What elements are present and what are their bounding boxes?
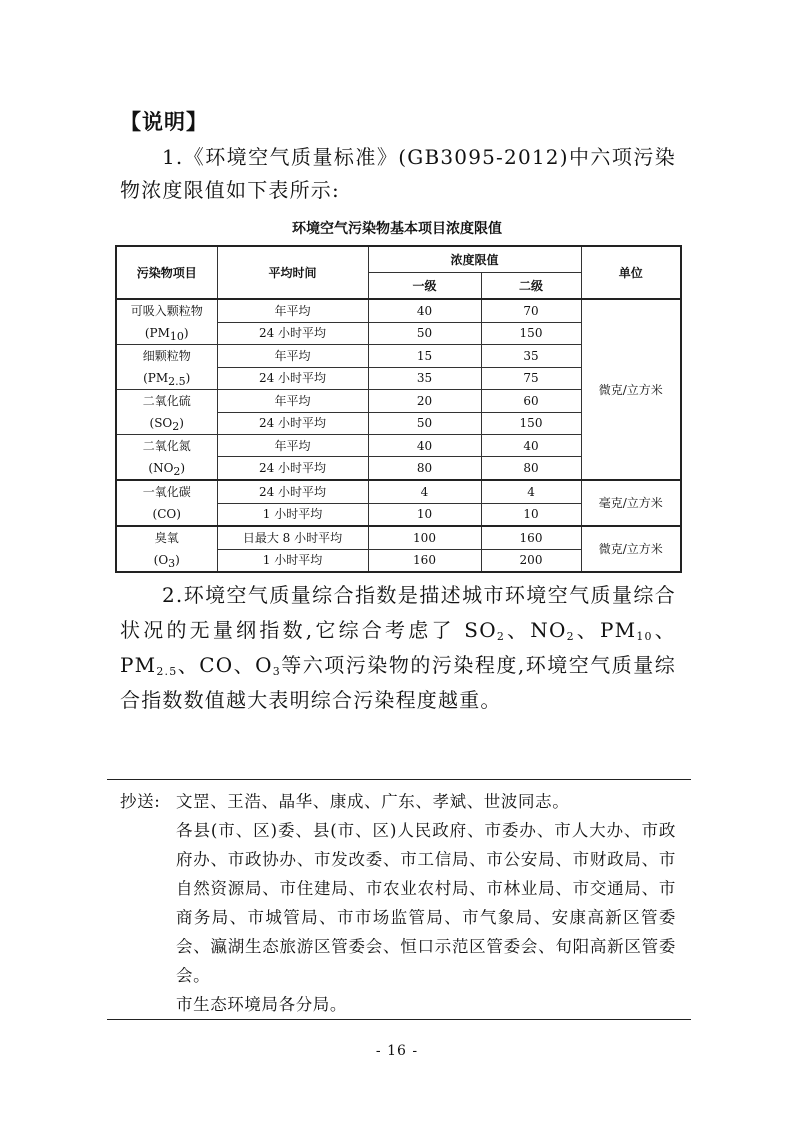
divider-top (107, 779, 691, 780)
table-row (116, 526, 681, 549)
pollutant-formula: $(PM_{2.5})$ (143, 371, 191, 388)
pollutant-name: 二氧化硫 (142, 394, 191, 408)
avg-time-cell: 1 小时平均 (217, 549, 368, 572)
avg-time-cell: 年平均 (217, 299, 368, 322)
avg-time-cell: 年平均 (217, 345, 368, 368)
level-2-cell: 150 (481, 412, 581, 435)
level-1-cell: 20 (368, 390, 481, 413)
avg-time-cell: 24 小时平均 (217, 322, 368, 345)
header-unit: 单位 (581, 246, 681, 299)
level-2-cell: 70 (481, 299, 581, 322)
pollutant-name: 二氧化氮 (142, 439, 191, 453)
header-avg-time: 平均时间 (217, 246, 368, 299)
pollutant-name: 可吸入颗粒物 (130, 304, 203, 318)
level-2-cell: 4 (481, 480, 581, 503)
level-1-cell: 35 (368, 367, 481, 390)
pollutant-cell (116, 480, 217, 526)
avg-time-cell: 年平均 (217, 435, 368, 457)
level-2-cell: 10 (481, 503, 581, 526)
level-1-cell: 15 (368, 345, 481, 368)
level-2-cell: 80 (481, 457, 581, 480)
level-1-cell: 50 (368, 412, 481, 435)
unit-cell: 微克/立方米 (581, 299, 681, 480)
level-2-cell: 75 (481, 367, 581, 390)
pollutant-cell (116, 299, 217, 345)
pollutant-formula: $(NO_2)$ (148, 461, 186, 478)
pollutant-cell (116, 345, 217, 390)
cc-label: 抄送: (120, 792, 161, 811)
avg-time-cell: 24 小时平均 (217, 412, 368, 435)
level-1-cell: 10 (368, 503, 481, 526)
level-2-cell: 35 (481, 345, 581, 368)
concentration-limits-table (115, 245, 682, 573)
pollutant-formula: $(O_3)$ (153, 553, 180, 570)
header-pollutant: 污染物项目 (116, 246, 217, 299)
table-title: 环境空气污染物基本项目浓度限值 (292, 221, 502, 237)
pollutant-name: 一氧化碳 (142, 485, 191, 499)
paragraph-1 (120, 141, 676, 207)
header-level-2: 二级 (481, 273, 581, 300)
page-number: - 16 - (375, 1043, 419, 1059)
table-row (116, 480, 681, 503)
avg-time-cell: 24 小时平均 (217, 367, 368, 390)
pollutant-cell (116, 390, 217, 435)
level-1-cell: 50 (368, 322, 481, 345)
level-1-cell: 40 (368, 299, 481, 322)
pollutant-cell (116, 435, 217, 481)
paragraph-2: 2.环境空气质量综合指数是描述城市环境空气质量综合状况的无量纲指数,它综合考虑了 $SO_2$、$NO_2$、$PM_{10}$、$PM_{2.5}$、CO、$O_3$等六项污染物的污染程度,环境空气质量综合指数数值越大表明综合污染程度越重。 (120, 583, 676, 712)
section-heading: 【说明】 (120, 110, 208, 134)
level-1-cell: 4 (368, 480, 481, 503)
cc-recipients-last: 市生态环境局各分局。 (176, 995, 347, 1014)
header-level-1: 一级 (368, 273, 481, 300)
avg-time-cell: 24 小时平均 (217, 457, 368, 480)
cc-recipients-body: 各县(市、区)委、县(市、区)人民政府、市委办、市人大办、市政府办、市政协办、市发改委、市工信局、市公安局、市财政局、市自然资源局、市住建局、市农业农村局、市林业局、市交通局、市商务局、市城管局、市市场监管局、市气象局、安康高新区管委会、瀛湖生态旅游区管委会、恒口示范区管委会、旬阳高新区管委会。 (176, 821, 676, 985)
level-1-cell: 40 (368, 435, 481, 457)
pollutant-cell (116, 526, 217, 572)
cc-recipients-line: 文罡、王浩、晶华、康成、广东、孝斌、世波同志。 (176, 792, 570, 811)
level-1-cell: 100 (368, 526, 481, 549)
avg-time-cell: 年平均 (217, 390, 368, 413)
pollutant-name: 臭氧 (154, 531, 179, 545)
divider-bottom (107, 1019, 691, 1020)
level-2-cell: 200 (481, 549, 581, 572)
level-2-cell: 150 (481, 322, 581, 345)
table-row (116, 299, 681, 322)
level-2-cell: 160 (481, 526, 581, 549)
level-2-cell: 40 (481, 435, 581, 457)
avg-time-cell: 24 小时平均 (217, 480, 368, 503)
level-2-cell: 60 (481, 390, 581, 413)
pollutant-formula: $(SO_2)$ (149, 416, 184, 433)
pollutant-formula: $(PM_{10})$ (144, 326, 189, 343)
avg-time-cell: 1 小时平均 (217, 503, 368, 526)
unit-cell: 毫克/立方米 (581, 480, 681, 526)
pollutant-formula: (CO) (152, 507, 181, 521)
level-1-cell: 160 (368, 549, 481, 572)
level-1-cell: 80 (368, 457, 481, 480)
unit-cell: 微克/立方米 (581, 526, 681, 572)
pollutant-name: 细颗粒物 (142, 349, 191, 363)
header-limit: 浓度限值 (368, 246, 581, 273)
avg-time-cell: 日最大 8 小时平均 (217, 526, 368, 549)
paragraph-1-text: 1.《环境空气质量标准》(GB3095-2012)中六项污染物浓度限值如下表所示: (120, 145, 676, 202)
